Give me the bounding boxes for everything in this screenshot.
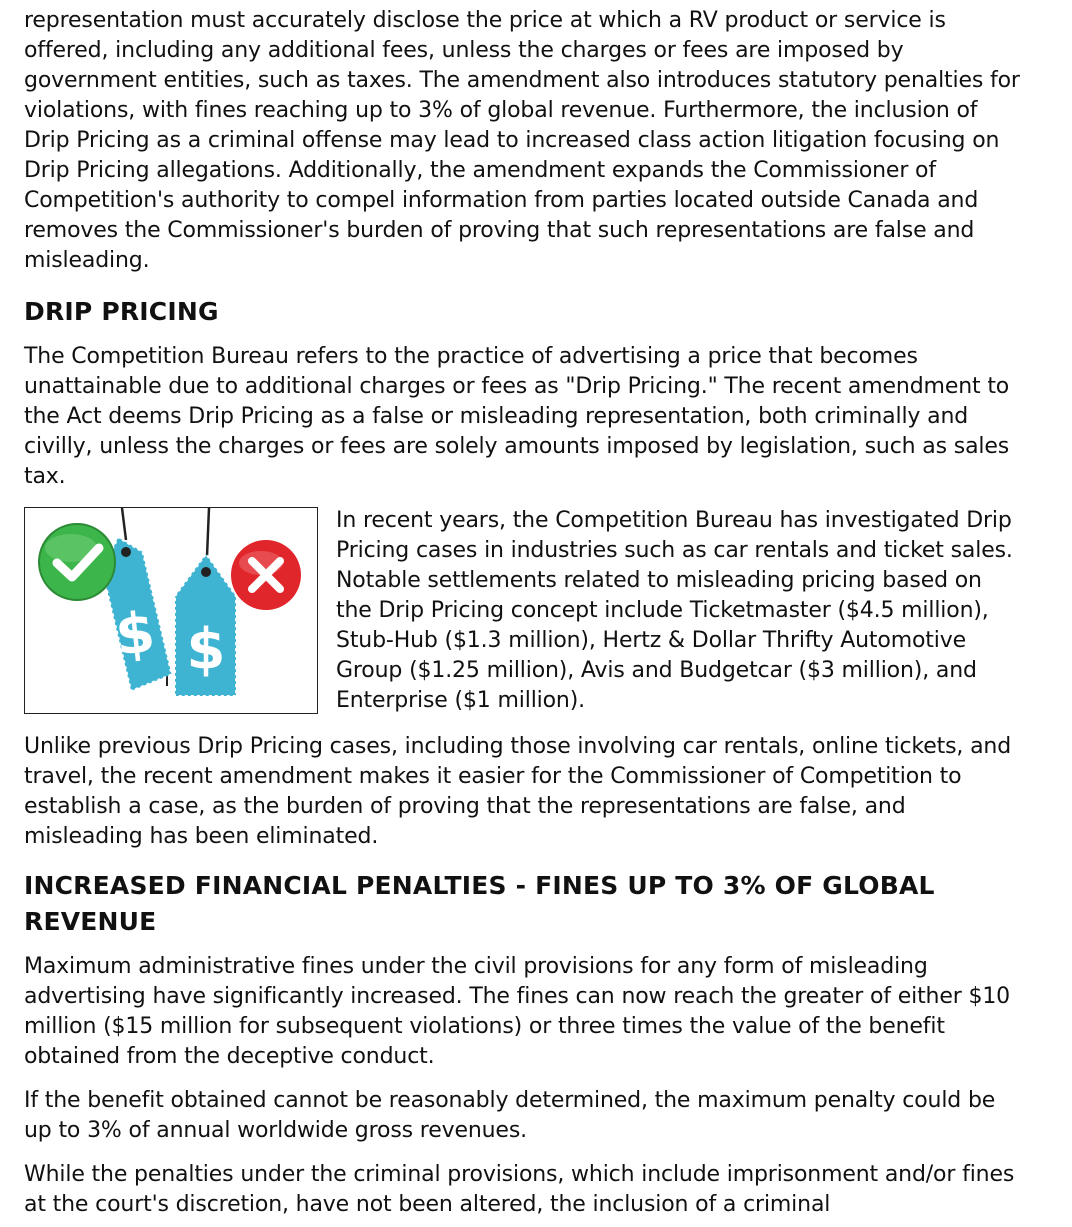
benefit-paragraph: If the benefit obtained cannot be reasonably determined, the maximum penalty could be up to 3% of annual worldwide gross revenues. (24, 1088, 996, 1143)
maximum-fines-paragraph: Maximum administrative fines under the civil provisions for any form of misleading advertising have significantly increased. The fines can now reach the greater of either $10 million ($15 million for subsequent violations) or three times the value of the benefit obtained from the deceptive conduct. (24, 954, 1011, 1069)
tag-dollar-right: $ (186, 617, 226, 682)
drip-pricing-heading: DRIP PRICING (24, 297, 219, 326)
blue-price-tag-icon (175, 554, 236, 696)
tag-string-left (122, 508, 126, 540)
drip-pricing-definition: The Competition Bureau refers to the practice of advertising a price that becomes unattainable due to additional charges or fees as "Drip Pricing." The recent amendment to the Act deems Drip Pricing as a false or misleading representation, both criminally and civilly, unless the charges or fees are solely amounts imposed by legislation, such as sales tax. (24, 344, 1010, 489)
price-tags-illustration (25, 508, 318, 714)
green-checkmark-icon (39, 524, 115, 600)
tag-string-right (207, 508, 209, 556)
unlike-previous-cases-paragraph: Unlike previous Drip Pricing cases, including those involving car rentals, online tickets, and travel, the recent amendment makes it easier for the Commissioner of Competition to establish a case, as the burden of proving that the representations are false, and misleading has been eliminated. (24, 734, 1012, 849)
price-tags-figure (24, 507, 318, 714)
figure-row (24, 506, 1024, 716)
article-body (24, 6, 1024, 1220)
criminal-provisions-paragraph: While the penalties under the criminal provisions, which include imprisonment and/or fines at the court's discretion, have not been altered, the inclusion of a criminal (24, 1162, 1015, 1217)
intro-paragraph: representation must accurately disclose the price at which a RV product or service is offered, including any additional fees, unless the charges or fees are imposed by government entities, such as taxes. The amendment also introduces statutory penalties for violations, with fines reaching up to 3% of global revenue. Furthermore, the inclusion of Drip Pricing as a criminal offense may lead to increased class action litigation focusing on Drip Pricing allegations. Additionally, the amendment expands the Commissioner of Competition's authority to compel information from parties located outside Canada and removes the Commissioner's burden of proving that such representations are false and misleading. (24, 8, 1020, 273)
red-x-icon (231, 540, 301, 610)
drip-pricing-cases-paragraph: In recent years, the Competition Bureau has investigated Drip Pricing cases in industries such as car rentals and ticket sales. Notable settlements related to misleading pricing based on the Drip Pricing concept include Ticketmaster ($4.5 million), Stub-Hub ($1.3 million), Hertz & Dollar Thrifty Automotive Group ($1.25 million), Avis and Budgetcar ($3 million), and Enterprise ($1 million). (336, 508, 1013, 713)
tag-dollar-left: $ (112, 600, 158, 669)
increased-penalties-heading: INCREASED FINANCIAL PENALTIES - FINES UP TO 3% OF GLOBAL REVENUE (24, 871, 935, 936)
